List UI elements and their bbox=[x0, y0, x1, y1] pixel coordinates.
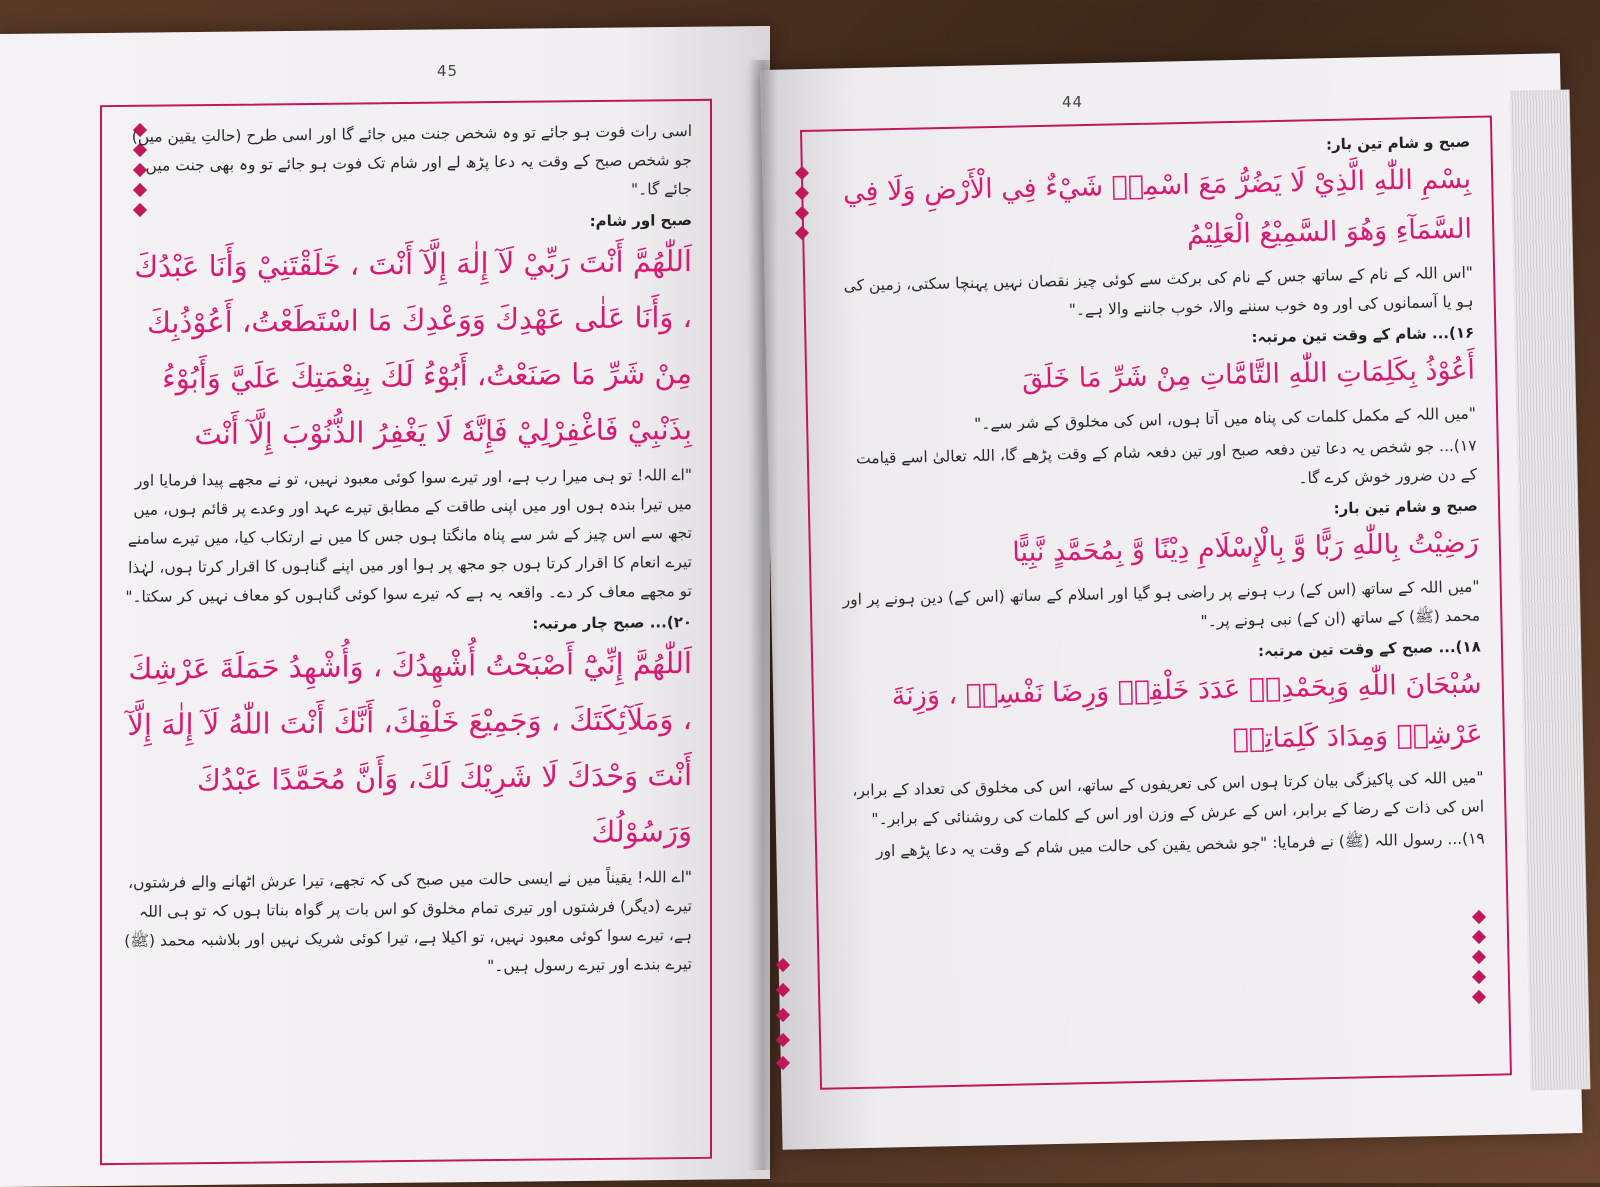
right-page-number: 44 bbox=[1062, 93, 1084, 111]
section-heading: ۱۶)... شام کے وقت تین مرتبہ: bbox=[1251, 323, 1475, 347]
arabic-dua: بِسْمِ اللّٰهِ الَّذِيْ لَا يَضُرُّ مَعَ اسْمِهٖ شَيْءٌ فِي الْأَرْضِ وَلَا فِي السَّمَآءِ وَهُوَ السَّمِيْعُ الْعَلِيْمُ bbox=[842, 163, 1473, 251]
translation-paragraph: "اس اللہ کے نام کے ساتھ جس کے نام کی برکت سے کوئی چیز نقصان نہیں پہنچا سکتی، زمین کی ہو یا آسمانوں کی اور وہ خوب سننے والا، خوب جاننے والا ہے۔" bbox=[843, 263, 1474, 320]
right-page-content bbox=[830, 127, 1485, 870]
text-paragraph: ۱۷)... جو شخص یہ دعا تین دفعہ صبح اور تین دفعہ شام کے وقت پڑھے گا، اللہ تعالیٰ اسے قیامت کے دن ضرور خوش کرے گا۔ bbox=[855, 436, 1478, 488]
arabic-dua: رَضِيْتُ بِاللّٰهِ رَبًّا وَّ بِالْإِسْلَامِ دِيْنًا وَّ بِمُحَمَّدٍ نَّبِيًّا bbox=[1011, 527, 1479, 569]
arabic-dua: أَعُوْذُ بِكَلِمَاتِ اللّٰهِ التَّامَّاتِ مِنْ شَرِّ مَا خَلَقَ bbox=[1021, 354, 1476, 396]
left-page-number: 45 bbox=[437, 62, 459, 80]
translation-paragraph: "اے اللہ! یقیناً میں نے ایسی حالت میں صبح کی کہ تجھے، تیرا عرش اٹھانے والے فرشتوں، تیرے (دیگر) فرشتوں اور تیری تمام مخلوق کو اس بات پر گواہ بناتا ہوں کہ تو ہی اللہ ہے، تیرے سوا کوئی معبود نہیں، تو اکیلا ہے، تیرا کوئی شریک نہیں اور بلاشبہ محمد (ﷺ) تیرے بندے اور تیرے رسول ہیں۔" bbox=[124, 868, 692, 976]
section-heading: ۲۰)... صبح چار مرتبہ: bbox=[532, 613, 692, 633]
translation-paragraph: "میں اللہ کے ساتھ (اس کے) رب ہونے پر راضی ہو گیا اور اسلام کے ساتھ (اس کے) دین ہونے پر اور محمد (ﷺ) کے ساتھ (ان کے) نبی ہونے پر۔" bbox=[842, 577, 1481, 631]
section-heading: ۱۸)... صبح کے وقت تین مرتبہ: bbox=[1257, 637, 1481, 661]
section-heading: صبح اور شام: bbox=[589, 211, 692, 231]
left-page-content bbox=[120, 117, 692, 988]
arabic-dua: سُبْحَانَ اللّٰهِ وَبِحَمْدِهٖ عَدَدَ خَلْقِهٖ وَرِضَا نَفْسِهٖ ، وَزِنَةَ عَرْشِهٖ وَمِدَادَ كَلِمَاتِهٖ bbox=[891, 668, 1483, 755]
text-paragraph: اسی رات فوت ہو جائے تو وہ شخص جنت میں جائے گا اور اسی طرح (حالتِ یقین میں) جو شخص صبح کے وقت یہ دعا پڑھ لے اور شام تک فوت ہو جائے تو وہ بھی جنت میں جائے گا۔" bbox=[131, 122, 692, 199]
text-paragraph: ۱۹)... رسول اللہ (ﷺ) نے فرمایا: "جو شخص یقین کی حالت میں شام کے وقت یہ دعا پڑھے اور bbox=[875, 829, 1485, 861]
translation-paragraph: "اے اللہ! تو ہی میرا رب ہے، اور تیرے سوا کوئی معبود نہیں، تو نے مجھے پیدا فرمایا اور میں تیرا بندہ ہوں اور میں اپنی طاقت کے مطابق تیرے عہد اور وعدے پر قائم ہوں، میں تجھ سے اس چیز کے شر سے پناہ مانگتا ہوں جس کا میں نے ارتکاب کیا، میں تیرے سامنے تیرے انعام کا اقرار کرتا ہوں جو مجھ پر ہوا اور میں اپنے گناہوں کا اقرار کرتا ہوں، لہٰذا تو مجھے معاف کر دے۔ واقعہ یہ ہے کہ تیرے سوا کوئی گناہوں کو معاف نہیں کر سکتا۔" bbox=[125, 466, 692, 606]
translation-paragraph: "میں اللہ کی پاکیزگی بیان کرتا ہوں اس کی تعریفوں کے ساتھ، اس کی مخلوق کی تعداد کے برابر، اس کی ذات کے رضا کے برابر، اس کے عرش کے وزن اور اس کے کلمات کی روشنائی کے برابر۔" bbox=[852, 768, 1485, 829]
translation-paragraph: "میں اللہ کے مکمل کلمات کی پناہ میں آتا ہوں، اس کی مخلوق کے شر سے۔" bbox=[973, 404, 1477, 434]
book-gutter bbox=[748, 60, 778, 1170]
section-heading: صبح و شام تین بار: bbox=[1325, 132, 1471, 154]
arabic-dua: اَللّٰهُمَّ أَنْتَ رَبِّيْ لَآ إِلٰهَ إِلَّآ أَنْتَ ، خَلَقْتَنِيْ وَأَنَا عَبْدُكَ ، وَأَنَا عَلٰى عَهْدِكَ وَوَعْدِكَ مَا اسْتَطَعْتُ، أَعُوْذُبِكَ مِنْ شَرِّ مَا صَنَعْتُ، أَبُوْءُ لَكَ بِنِعْمَتِكَ عَلَيَّ وَأَبُوْءُ بِذَنْبِيْ فَاغْفِرْلِيْ فَإِنَّهٗ لَا يَغْفِرُ الذُّنُوْبَ إِلَّآ أَنْتَ bbox=[134, 244, 692, 452]
arabic-dua: اَللّٰهُمَّ إِنِّيْٓ أَصْبَحْتُ أُشْهِدُكَ ، وَأُشْهِدُ حَمَلَةَ عَرْشِكَ ، وَمَلَآئِكَتَكَ ، وَجَمِيْعَ خَلْقِكَ، أَنَّكَ أَنْتَ اللّٰهُ لَآ إِلٰهَ إِلَّآ أَنْتَ وَحْدَكَ لَا شَرِيْكَ لَكَ، وَأَنَّ مُحَمَّدًا عَبْدُكَ وَرَسُوْلُكَ bbox=[127, 646, 692, 850]
section-heading: صبح و شام تین بار: bbox=[1333, 496, 1478, 518]
